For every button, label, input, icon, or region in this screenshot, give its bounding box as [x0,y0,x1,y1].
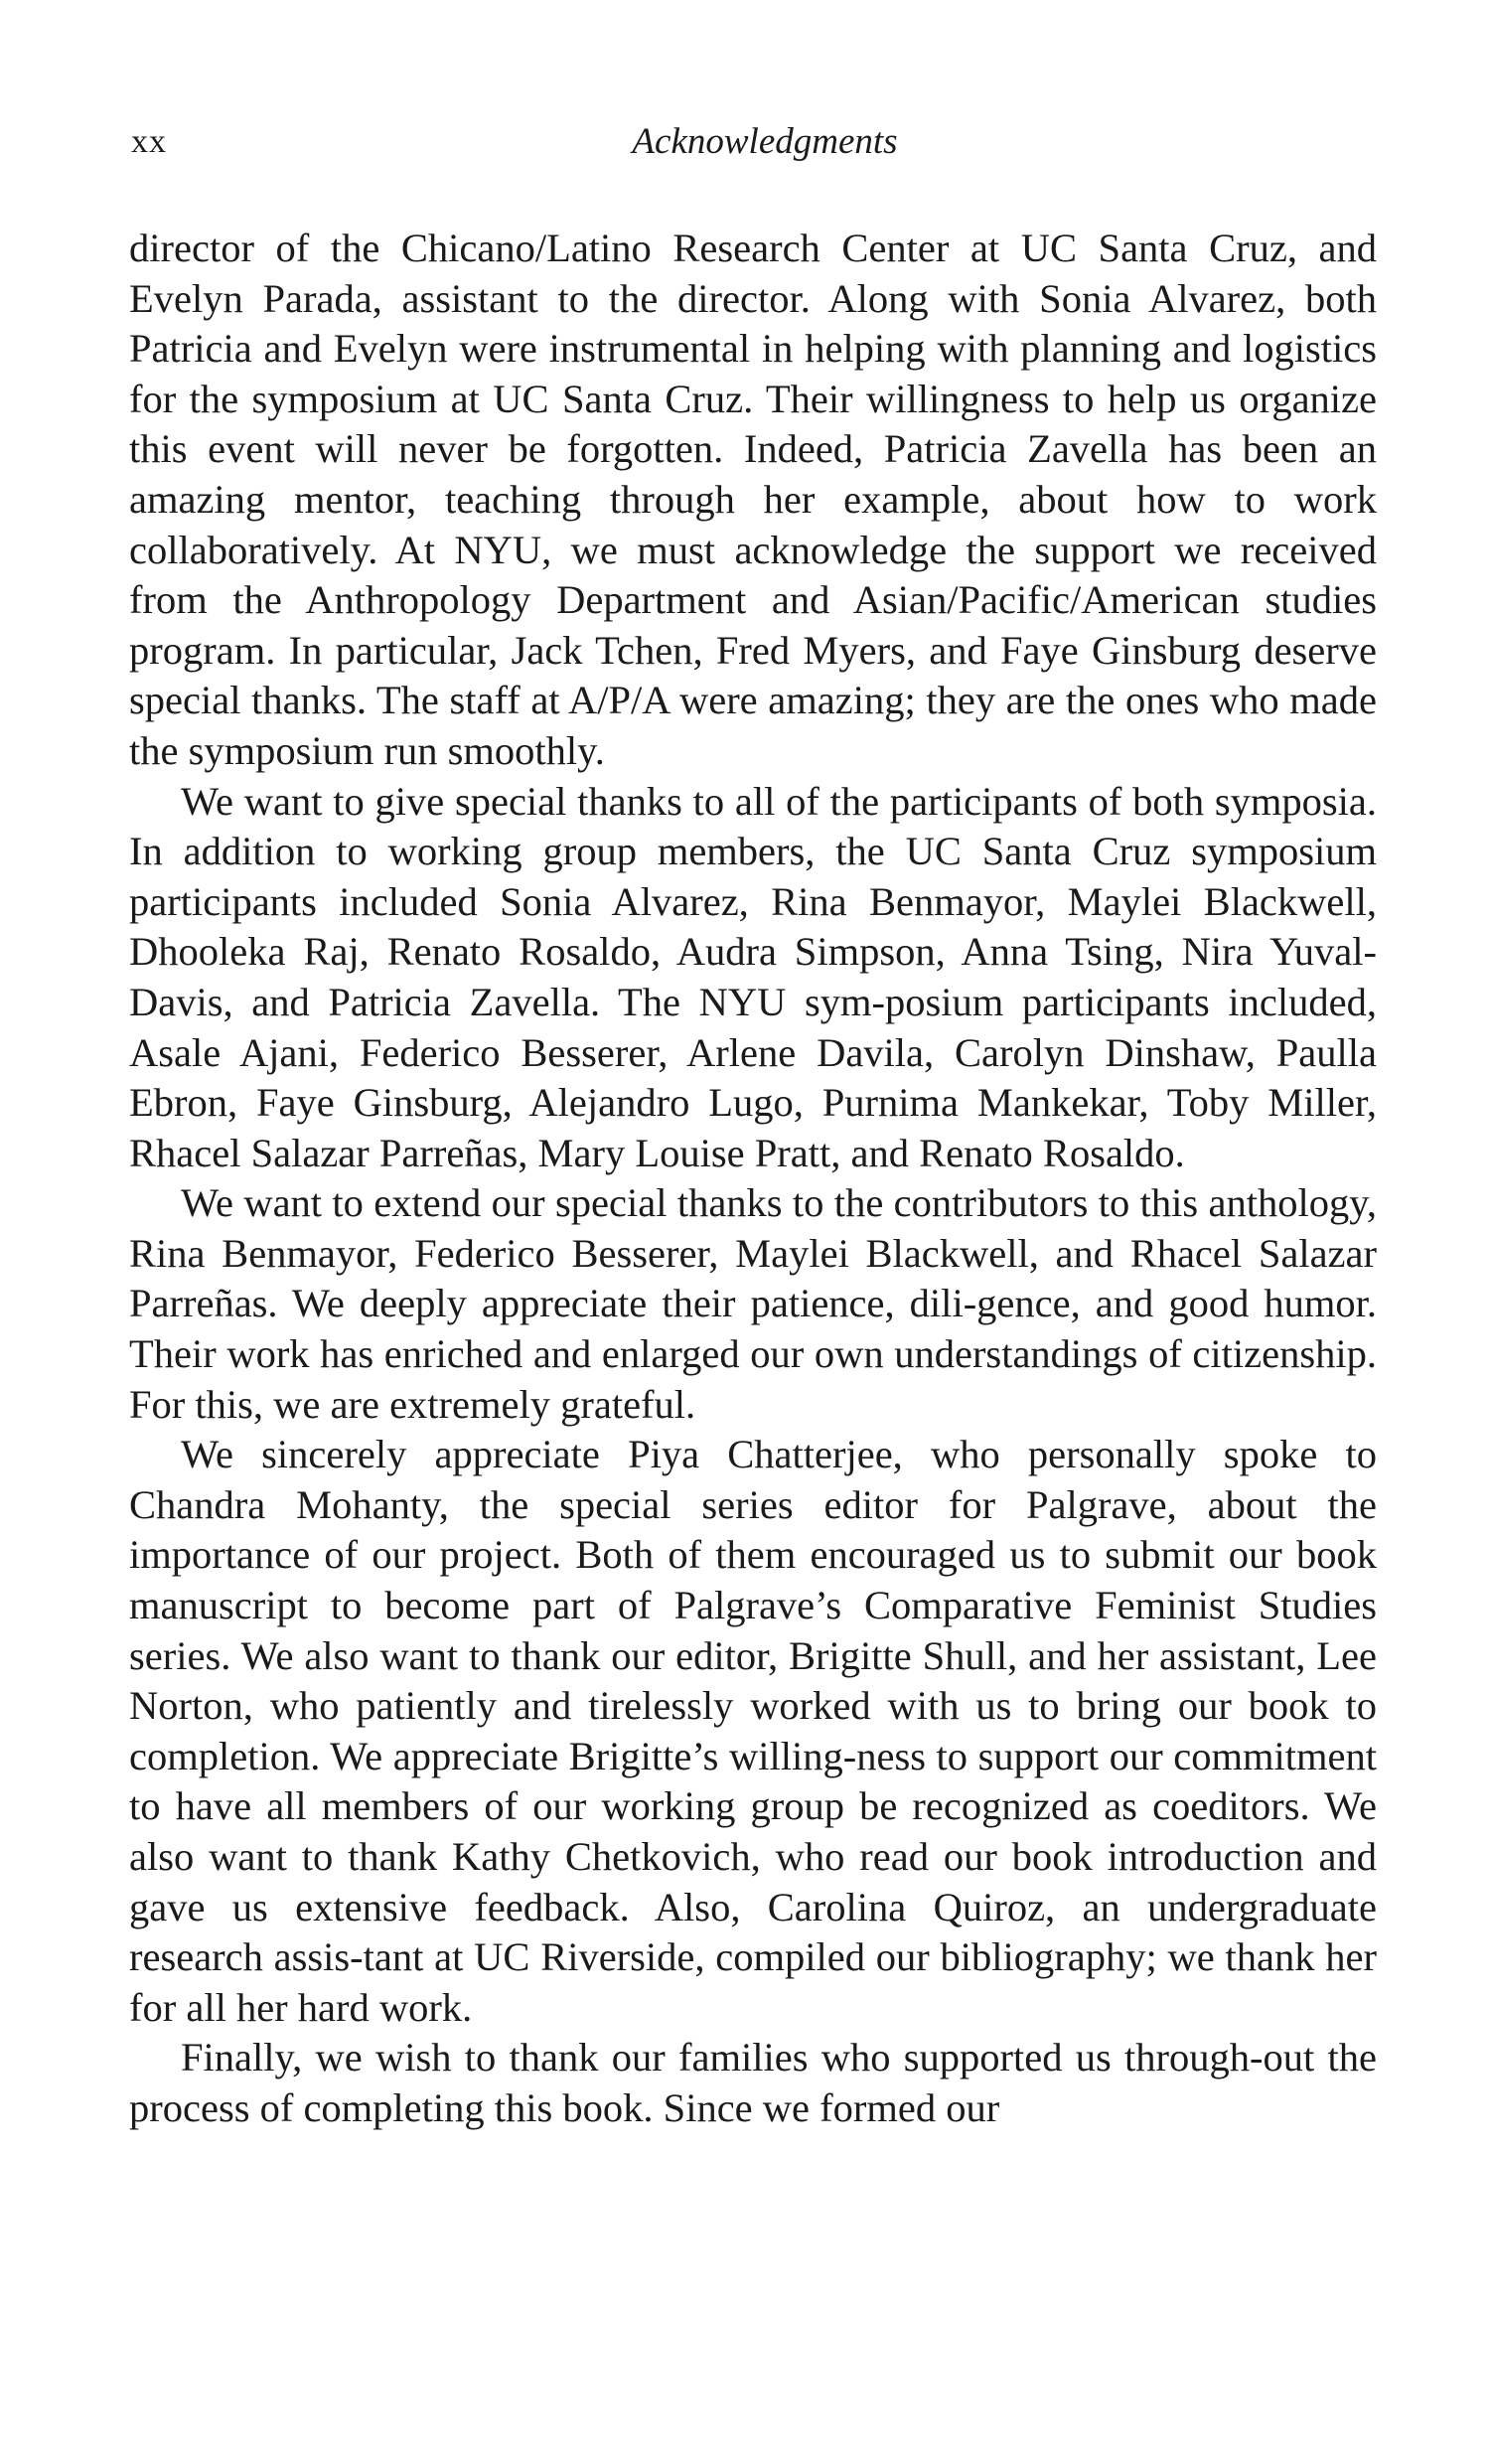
paragraph-editors: We sincerely appreciate Piya Chatterjee, who personally spoke to Chandra Mohanty, the special series editor for Palgrave, about the importance of our project. Both of them encouraged us to submit our book manuscript to become part of Palgrave’s Comparative Feminist Studies series. We also want to thank our editor, Brigitte Shull, and her assistant, Lee Norton, who patiently and tirelessly worked with us to bring our book to completion. We appreciate Brigitte’s willing-ness to support our commitment to have all members of our working group be recognized as coeditors. We also want to thank Kathy Chetkovich, who read our book introduction and gave us extensive feedback. Also, Carolina Quiroz, an undergraduate research assis-tant at UC Riverside, compiled our bibliography; we thank her for all her hard work. [129,1432,1377,2030]
paragraph-contributors: We want to extend our special thanks to the contributors to this anthology, Rina Benmayor, Federico Besserer, Maylei Blackwell, and Rhacel Salazar Parreñas. We deeply appreciate their patience, dili-gence, and good humor. Their work has enriched and enlarged our own understandings of citizenship. For this, we are extremely grateful. [129,1180,1377,1427]
paragraph-continued: director of the Chicano/Latino Research Center at UC Santa Cruz, and Evelyn Parada, assistant to the director. Along with Sonia Alvarez, both Patricia and Evelyn were instrumental in helping with planning and logistics for the symposium at UC Santa Cruz. Their willingness to help us organize this event will never be forgotten. Indeed, Patricia Zavella has been an amazing mentor, teaching through her example, about how to work collaboratively. At NYU, we must acknowledge the support we received from the Anthropology Department and Asian/Pacific/American studies program. In particular, Jack Tchen, Fred Myers, and Faye Ginsburg deserve special thanks. The staff at A/P/A were amazing; they are the ones who made the symposium run smoothly. [129,226,1377,773]
running-title: Acknowledgments [632,121,898,162]
running-head [131,117,1359,167]
paragraph-families: Finally, we wish to thank our families who supported us through-out the process of completing this book. Since we formed our [129,2035,1377,2130]
paragraph-symposia-participants: We want to give special thanks to all of the participants of both symposia. In addition to working group members, the UC Santa Cruz symposium participants included Sonia Alvarez, Rina Benmayor, Maylei Blackwell, Dhooleka Raj, Renato Rosaldo, Audra Simpson, Anna Tsing, Nira Yuval-Davis, and Patricia Zavella. The NYU sym-posium participants included, Asale Ajani, Federico Besserer, Arlene Davila, Carolyn Dinshaw, Paulla Ebron, Faye Ginsburg, Alejandro Lugo, Purnima Mankekar, Toby Miller, Rhacel Salazar Parreñas, Mary Louise Pratt, and Renato Rosaldo. [129,778,1377,1175]
page-number: xx [131,123,167,160]
body-text [129,224,1377,2134]
